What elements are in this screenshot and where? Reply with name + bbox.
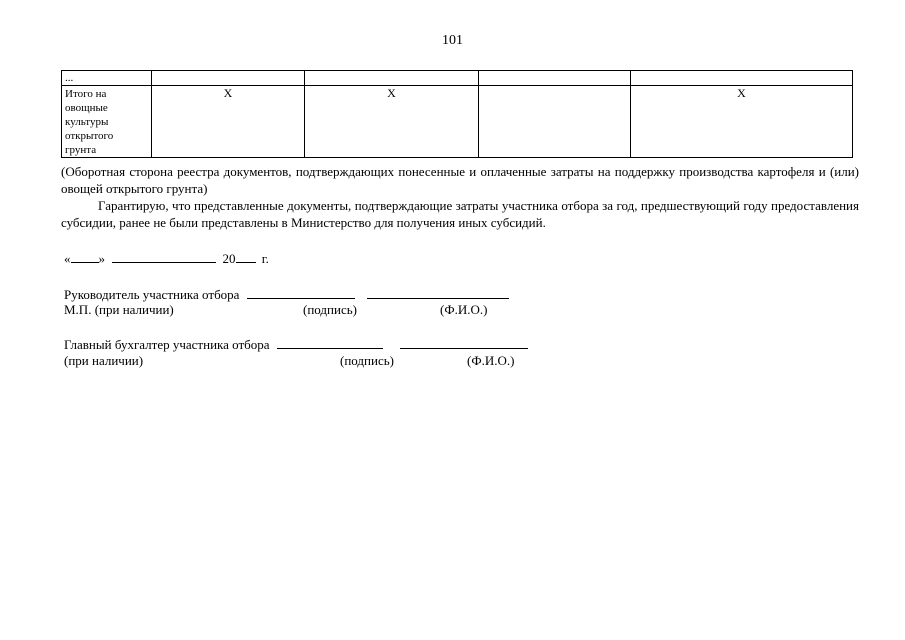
total-label-line: культуры bbox=[65, 116, 109, 128]
year-prefix: 20 bbox=[222, 251, 236, 266]
head-stamp: М.П. (при наличии) bbox=[64, 302, 174, 317]
mark-cell: X bbox=[152, 86, 305, 158]
empty-cell bbox=[305, 71, 479, 86]
table-row-total bbox=[62, 86, 853, 158]
empty-cell bbox=[479, 71, 631, 86]
day-blank bbox=[71, 250, 99, 263]
register-note: (Оборотная сторона реестра документов, подтверждающих понесенные и оплаченные затраты на поддержку производства картофеля и (или) овощей открытого грунта) bbox=[61, 164, 859, 196]
guarantee-paragraph: Гарантирую, что представленные документы, подтверждающие затраты участника отбора за год, предшествующий году предоставления субсидии, ранее не были представлены в Министерство для получения иных субсидий. bbox=[61, 198, 859, 230]
accountant-signature-blank bbox=[277, 336, 383, 349]
year-blank bbox=[236, 250, 256, 263]
date-line bbox=[64, 250, 269, 267]
month-blank bbox=[112, 250, 216, 263]
accountant-name-blank bbox=[400, 336, 528, 349]
year-suffix: г. bbox=[261, 251, 269, 266]
head-signature-blank bbox=[247, 286, 355, 299]
total-label-line: открытого bbox=[65, 130, 114, 142]
mark-cell: X bbox=[305, 86, 479, 158]
accountant-note: (при наличии) bbox=[64, 353, 144, 368]
accountant-name-caption: (Ф.И.О.) bbox=[467, 353, 515, 368]
head-name-caption: (Ф.И.О.) bbox=[440, 302, 488, 317]
total-label-cell bbox=[62, 86, 152, 158]
accountant-signature-line bbox=[64, 336, 528, 353]
date-close-quote: » bbox=[98, 251, 105, 266]
accountant-signature-caption: (подпись) bbox=[340, 353, 394, 368]
head-name-blank bbox=[367, 286, 509, 299]
mark-cell: X bbox=[631, 86, 853, 158]
table-row bbox=[62, 71, 853, 86]
head-signature-caption: (подпись) bbox=[303, 302, 357, 317]
mark-cell bbox=[479, 86, 631, 158]
ellipsis-cell: ... bbox=[62, 71, 152, 86]
empty-cell bbox=[152, 71, 305, 86]
head-label: Руководитель участника отбора bbox=[64, 287, 240, 302]
total-label-line: Итого на bbox=[65, 88, 107, 100]
accountant-label: Главный бухгалтер участника отбора bbox=[64, 337, 270, 352]
date-open-quote: « bbox=[64, 251, 71, 266]
total-label-line: овощные bbox=[65, 102, 108, 114]
page-number: 101 bbox=[442, 33, 463, 48]
empty-cell bbox=[631, 71, 853, 86]
total-label-line: грунта bbox=[65, 144, 97, 156]
register-table bbox=[61, 70, 853, 158]
